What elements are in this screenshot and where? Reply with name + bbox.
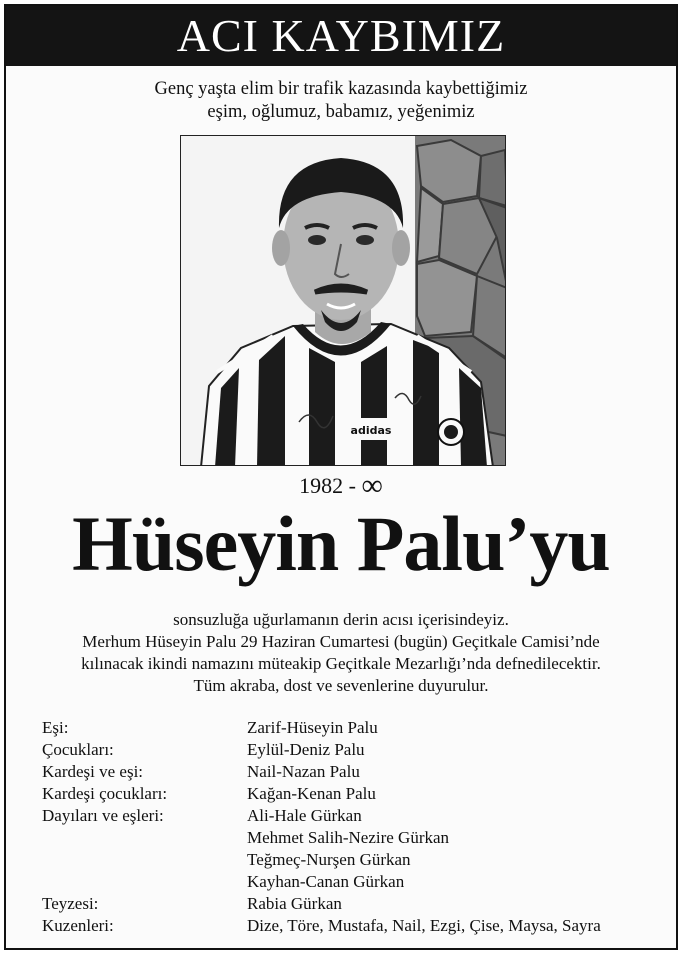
relative-name: Ali-Hale Gürkan (247, 806, 362, 825)
intro-line-2: eşim, oğlumuz, babamız, yeğenimiz (207, 102, 475, 122)
relative-row (42, 805, 662, 893)
announcement-text (6, 609, 676, 697)
obituary-notice (4, 4, 678, 950)
message-line-3: kılınacak ikindi namazını müteakip Geçitkale Mezarlığı’nda defnedilecektir. (81, 654, 601, 673)
relative-label: Kardeşi ve eşi: (42, 762, 144, 781)
relative-label: Dayıları ve eşleri: (42, 806, 164, 825)
relative-label: Çocukları: (42, 740, 114, 759)
relative-name: Mehmet Salih-Nezire Gürkan (247, 828, 450, 847)
relative-name: Kağan-Kenan Palu (247, 784, 376, 803)
relative-name: Eylül-Deniz Palu (247, 740, 365, 759)
infinity-symbol: ∞ (361, 469, 383, 502)
header-title: ACI KAYBIMIZ (176, 10, 506, 61)
message-line-4: Tüm akraba, dost ve sevenlerine duyurulur. (193, 676, 489, 695)
deceased-name: Hüseyin Palu’yu (72, 500, 610, 587)
relative-label: Kardeşi çocukları: (42, 784, 168, 803)
relative-label: Eşi: (42, 718, 69, 737)
birth-year: 1982 - (299, 473, 356, 498)
relative-row (42, 893, 662, 915)
relative-row (42, 783, 662, 805)
intro-line-1: Genç yaşta elim bir trafik kazasında kaybettiğimiz (154, 79, 528, 99)
message-line-1: sonsuzluğa uğurlamanın derin acısı içerisindeyiz. (173, 610, 509, 629)
relative-label: Kuzenleri: (42, 916, 114, 935)
portrait-illustration (181, 136, 506, 466)
intro-text (6, 78, 676, 124)
relatives-list (42, 717, 662, 937)
header-banner (6, 6, 676, 66)
portrait-photo (180, 135, 506, 466)
relative-name: Dize, Töre, Mustafa, Nail, Ezgi, Çise, Maysa, Sayra (247, 916, 601, 935)
relative-row (42, 739, 662, 761)
shirt-brand-text: adidas (350, 424, 392, 437)
relative-row (42, 717, 662, 739)
relative-name: Kayhan-Canan Gürkan (247, 872, 405, 891)
relative-name: Nail-Nazan Palu (247, 762, 360, 781)
relative-row (42, 761, 662, 783)
relative-label: Teyzesi: (42, 894, 99, 913)
relative-name: Rabia Gürkan (247, 894, 342, 913)
message-line-2: Merhum Hüseyin Palu 29 Haziran Cumartesi (bugün) Geçitkale Camisi’nde (82, 632, 600, 651)
relative-name: Teğmeç-Nurşen Gürkan (247, 850, 411, 869)
relative-name: Zarif-Hüseyin Palu (247, 718, 378, 737)
relative-row (42, 915, 662, 937)
